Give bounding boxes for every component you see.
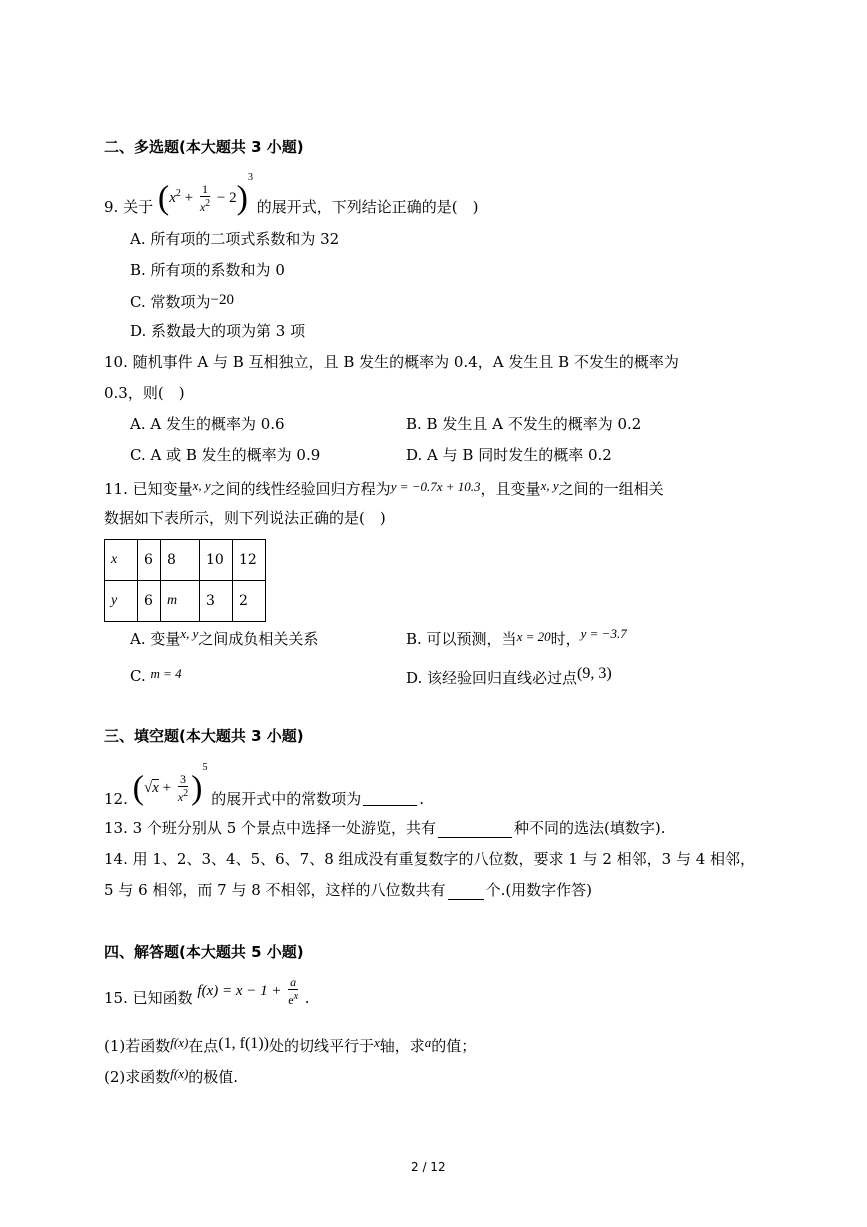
- question-11-line-1: 11. 已知变量x, y之间的线性经验回归方程为y = −0.7x + 10.3，且变量x, y之间的一组相关: [104, 478, 664, 498]
- table-cell: 6: [138, 581, 161, 622]
- q11-option-c: C. m = 4: [130, 666, 182, 685]
- q11-option-a: A. 变量x, y之间成负相关关系: [130, 626, 319, 648]
- table-cell: 10: [200, 540, 233, 581]
- table-cell: 3: [200, 581, 233, 622]
- q9-option-c: C. 常数项为−20: [130, 292, 234, 311]
- question-13: 13. 3 个班分别从 5 个景点中选择一处游览，共有 种不同的选法(填数字).: [104, 819, 666, 837]
- q15-part-2: (2)求函数f(x)的极值.: [104, 1066, 239, 1086]
- question-15-stem: 15. 已知函数 f(x) = x − 1 + $\frac{a}{e^x}$ .: [104, 975, 310, 1007]
- question-9-stem: [104, 168, 478, 217]
- q15-function: f(x) = x − 1 + $\frac{a}{e^x}$: [197, 975, 299, 1007]
- question-10-line-1: 10. 随机事件 A 与 B 互相独立，且 B 发生的概率为 0.4，A 发生且 B 不发生的概率为: [104, 353, 679, 371]
- page-number: 2 / 12: [411, 1160, 446, 1174]
- table-cell: 6: [138, 540, 161, 581]
- q11-option-b: B. 可以预测，当x = 20时，y = −3.7: [406, 626, 627, 648]
- q9-option-b: B. 所有项的系数和为 0: [130, 261, 285, 279]
- question-10-line-2: 0.3，则( ): [104, 384, 185, 402]
- q12-expression: (√x + $\frac{3}{x^2}$ )$^5$: [132, 762, 208, 807]
- q11-option-d: D. 该经验回归直线必过点(9, 3): [406, 665, 612, 687]
- question-14-line-1: 14. 用 1、2、3、4、5、6、7、8 组成没有重复数字的八位数，要求 1 与 2 相邻，3 与 4 相邻，: [104, 850, 756, 868]
- question-11-line-2: 数据如下表所示，则下列说法正确的是( ): [104, 509, 386, 527]
- q9-expression: ($x^2$ + $\frac{1}{x^2}$ − 2)$^3$: [157, 172, 253, 217]
- table-cell: 12: [233, 540, 266, 581]
- q12-answer-blank[interactable]: [363, 789, 417, 806]
- section-heading-free-response: 四、解答题(本大题共 5 小题): [104, 943, 304, 961]
- question-12: 12. (√x + $\frac{3}{x^2}$ )$^5$ 的展开式中的常数项为 .: [104, 762, 425, 808]
- q13-answer-blank[interactable]: [438, 821, 512, 838]
- q10-option-b: B. B 发生且 A 不发生的概率为 0.2: [406, 415, 642, 433]
- table-row: [105, 581, 266, 622]
- q9-option-d: D. 系数最大的项为第 3 项: [130, 322, 306, 340]
- q14-answer-blank[interactable]: [448, 883, 484, 900]
- section-heading-fill-in: 三、填空题(本大题共 3 小题): [104, 727, 304, 745]
- q10-option-c: C. A 或 B 发生的概率为 0.9: [130, 446, 321, 464]
- table-cell: y: [105, 581, 138, 622]
- table-cell: 8: [161, 540, 200, 581]
- q15-part-1: (1)若函数f(x)在点(1, f(1))处的切线平行于x轴，求a的值；: [104, 1035, 477, 1055]
- q9-option-a: A. 所有项的二项式系数和为 32: [130, 230, 340, 248]
- q10-option-a: A. A 发生的概率为 0.6: [130, 415, 285, 433]
- q11-data-table: [104, 539, 266, 622]
- q9-number: 9. 关于: [104, 198, 154, 216]
- section-heading-multiple-choice: 二、多选题(本大题共 3 小题): [104, 138, 304, 156]
- question-14-line-2: 5 与 6 相邻，而 7 与 8 不相邻，这样的八位数共有 个.(用数字作答): [104, 881, 593, 899]
- q9-stem-text: 的展开式，下列结论正确的是( ): [256, 198, 479, 216]
- table-cell: x: [105, 540, 138, 581]
- table-row: [105, 540, 266, 581]
- q10-option-d: D. A 与 B 同时发生的概率 0.2: [406, 446, 612, 464]
- table-cell: m: [161, 581, 200, 622]
- table-cell: 2: [233, 581, 266, 622]
